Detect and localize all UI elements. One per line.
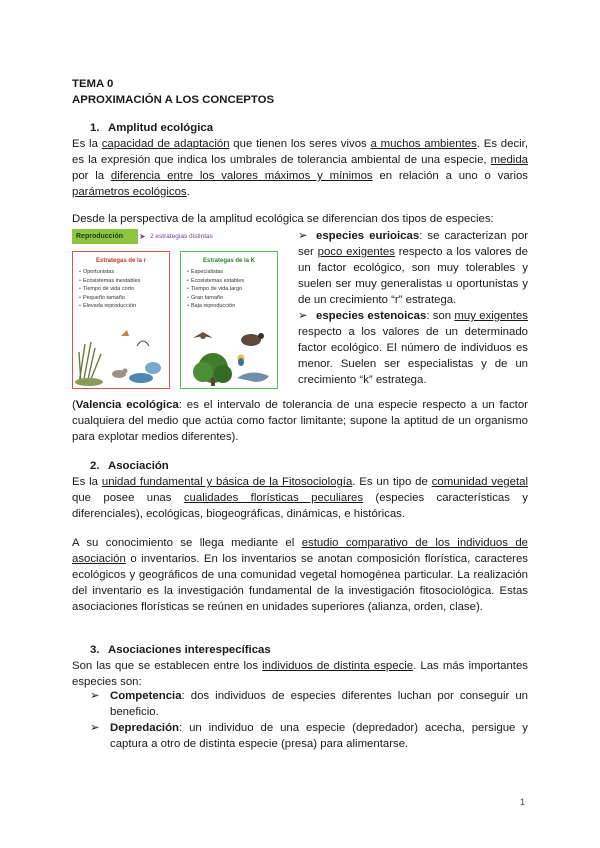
underlined-term: muy exigentes (454, 310, 528, 322)
r-card-item: • Tiempo de vida corto (79, 285, 169, 294)
list-item-competencia (90, 688, 528, 720)
figure-tag: Reproducción (72, 229, 138, 244)
term-valencia: Valencia ecológica (75, 399, 179, 411)
underlined-term: a muchos ambientes (370, 138, 477, 150)
page-number: 1 (520, 797, 526, 807)
underlined-term: poco exigentes (317, 246, 395, 258)
section-1-heading (90, 120, 213, 136)
r-card-item: • Pequeño tamaño (79, 294, 169, 303)
k-card-list (181, 268, 277, 311)
underlined-term: medida (490, 154, 528, 166)
heading-title: APROXIMACIÓN A LOS CONCEPTOS (72, 94, 275, 106)
text-span: : son (426, 310, 455, 322)
section-3-title: Asociaciones interespecíficas (108, 644, 271, 656)
k-card-item: • Baja reproducción (187, 302, 277, 311)
figure-tag-text: 2 estrategias distintas (150, 233, 213, 240)
text-span: respecto a los valores de un factor ecológico, son muy tolerables y suelen ser muy generalistas u oportunistas y de un crecimiento “r” estratega. (298, 246, 528, 306)
r-card-item: • Ecosistemas inestables (79, 277, 169, 286)
text-span: o inventarios. En los inventarios se anotan composición florística, caracteres ecológicos y geográficos de una comunidad vegetal homogénea particular. La realización del inventario es la investigación fundamental de la investigación fitosociológica. Estas asociaciones florísticas se reúnen en unidades superiores (alianza, orden, clase). (72, 553, 528, 613)
text-span: . (186, 186, 190, 198)
k-card-title: Estrategas de la K (202, 258, 256, 264)
k-card-item: • Tiempo de vida largo (187, 285, 277, 294)
section-2-number: 2. (90, 460, 100, 472)
section-2-paragraph-2 (72, 535, 528, 615)
r-card-title: Estrategas de la r (95, 258, 147, 264)
term-estenoicas: especies estenoicas (316, 310, 427, 322)
text-span: : se caracterizan por ser (298, 230, 528, 258)
section-3-heading (90, 642, 271, 658)
text-span: Son las que se establecen entre los (72, 660, 263, 672)
text-span: ( (72, 399, 76, 411)
section-1-title: Amplitud ecológica (108, 122, 214, 134)
bullet-arrow-icon: ➢ (90, 722, 100, 734)
k-card-item: • Especialistas (187, 268, 277, 277)
text-span: por la (72, 170, 111, 182)
underlined-term: comunidad vegetal (431, 476, 528, 488)
term-competencia: Competencia (110, 690, 182, 702)
underlined-term: unidad fundamental y básica de la Fitosociología (101, 476, 353, 488)
text-span: en relación a uno o varios (372, 170, 529, 182)
section-3-paragraph (72, 658, 528, 690)
text-span: : dos individuos de especies diferentes luchan por conseguir un beneficio. (110, 690, 528, 718)
estenoicas-paragraph (298, 308, 528, 388)
underlined-term: individuos de distinta especie (262, 660, 414, 672)
section-2-paragraph-1 (72, 474, 528, 522)
section-2-heading (90, 458, 169, 474)
section-3-number: 3. (90, 644, 100, 656)
r-card-item: • Elevada reproducción (79, 302, 169, 311)
text-span: (especies características y diferenciales), ecológicas, biogeográficas, dinámicas, e históricas. (72, 492, 528, 520)
section-2-title: Asociación (108, 460, 169, 472)
list-item-depredacion (90, 720, 528, 752)
reproduction-strategies-figure (72, 229, 282, 391)
figure-arrow-icon: ➤ (139, 232, 146, 241)
r-species-illustration (75, 324, 167, 386)
text-span: . Las más importantes especies son: (72, 660, 528, 688)
section-3-list (90, 688, 528, 752)
r-card-list (73, 268, 169, 311)
k-species-illustration (183, 324, 275, 386)
text-span: : es el intervalo de tolerancia de una especie respecto a un factor cualquiera del medio que actúa como factor limitante; supone la aptitud de un organismo para explotar medios diferentes). (72, 399, 528, 443)
text-span: que posee unas (72, 492, 184, 504)
section-1-intro: Desde la perspectiva de la amplitud ecológica se diferencian dos tipos de especies: (72, 213, 494, 225)
text-span: A su conocimiento se llega mediante el (72, 537, 302, 549)
term-depredacion: Depredación (110, 722, 179, 734)
k-card-item: • Ecosistemas estables (187, 277, 277, 286)
r-card-item: • Oportunistas (79, 268, 169, 277)
k-card-item: • Gran tamaño (187, 294, 277, 303)
underlined-term: estudio comparativo de los individuos de asociación (72, 537, 529, 565)
text-span: respecto a los valores de un determinado factor ecológico. El número de individuos es menor. Suelen ser especialistas y de un crecimiento “k” estratega. (298, 326, 528, 386)
underlined-term: capacidad de adaptación (101, 138, 230, 150)
underlined-term: diferencia entre los valores máximos y mínimos (110, 170, 373, 182)
eurioicas-first-line (298, 228, 528, 308)
text-span: que tienen los seres vivos (229, 138, 371, 150)
r-strategy-card (72, 251, 170, 389)
k-strategy-card (180, 251, 278, 389)
text-span: Es la (72, 476, 102, 488)
underlined-term: cualidades florísticas peculiares (183, 492, 364, 504)
bullet-arrow-icon: ➢ (298, 310, 308, 322)
heading-tema: TEMA 0 (72, 78, 114, 90)
section-1-paragraph (72, 136, 528, 200)
valencia-paragraph (72, 397, 528, 445)
text-span: : un individuo de una especie (depredador) acecha, persigue y captura a otro de distinta especie (presa) para alimentarse. (110, 722, 528, 750)
term-eurioicas: especies eurioicas (316, 230, 420, 242)
bullet-arrow-icon: ➢ (90, 690, 100, 702)
text-span: . Es decir, es la expresión que indica los umbrales de tolerancia ambiental de una especie, (72, 138, 528, 166)
bullet-arrow-icon: ➢ (298, 230, 308, 242)
text-span: . Es un tipo de (352, 476, 432, 488)
section-1-number: 1. (90, 122, 100, 134)
text-span: Es la (72, 138, 102, 150)
underlined-term: parámetros ecológicos (72, 186, 187, 198)
